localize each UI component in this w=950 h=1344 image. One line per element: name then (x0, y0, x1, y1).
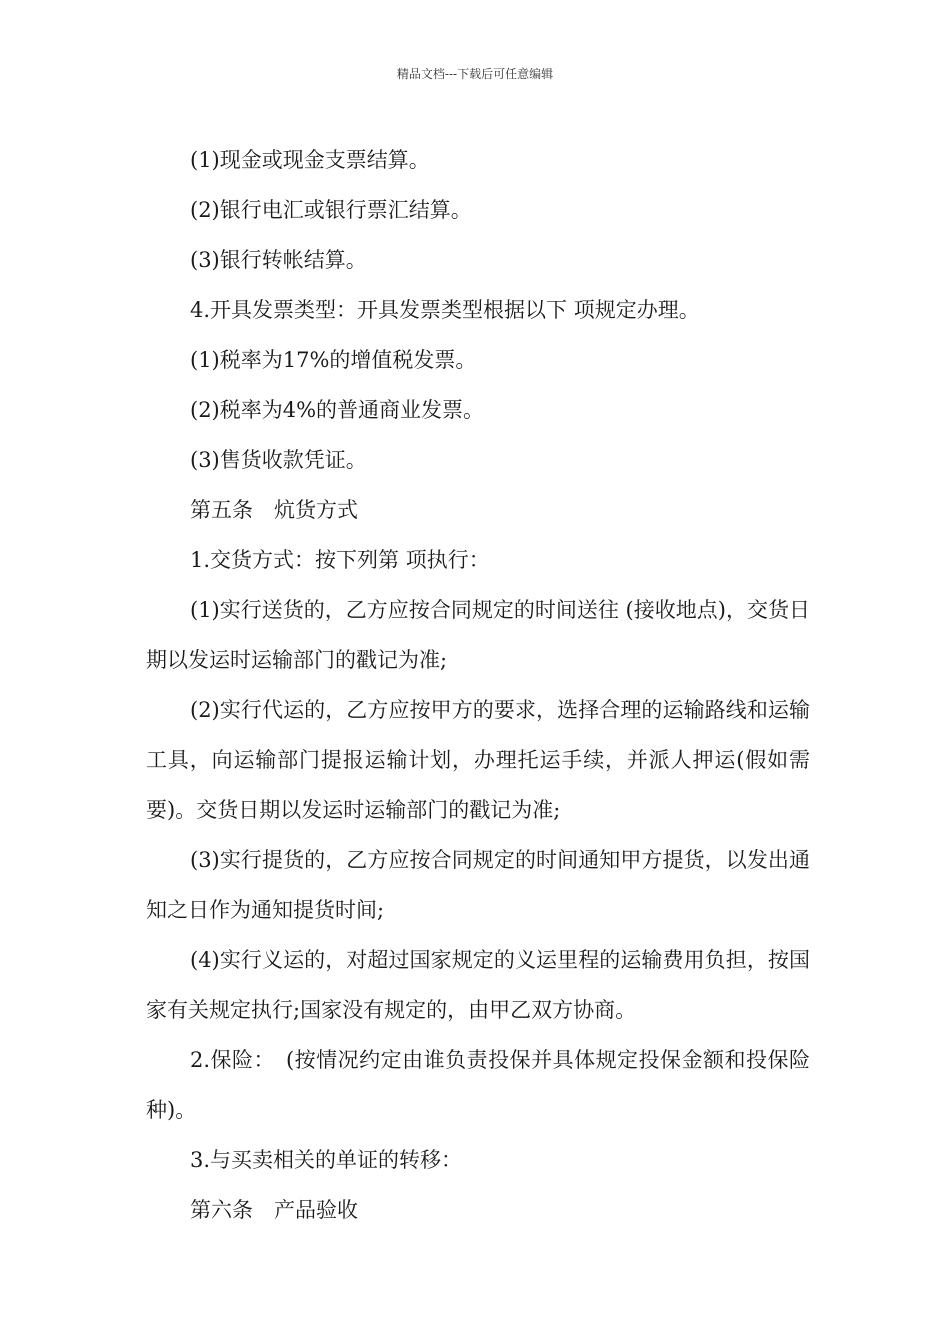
document-body (146, 135, 810, 1235)
paragraph-documents-transfer: 3.与买卖相关的单证的转移： (190, 1148, 463, 1172)
paragraph-payment-cash: (1)现金或现金支票结算。 (190, 148, 430, 172)
paragraph-insurance: 2.保险： (按情况约定由谁负责投保并具体规定投保金额和投保险种)。 (146, 1048, 810, 1122)
paragraph-invoice-type: 4.开具发票类型：开具发票类型根据以下 项规定办理。 (190, 298, 700, 322)
paragraph-delivery-method: 1.交货方式：按下列第 项执行： (190, 548, 490, 572)
page-header: 精品文档---下载后可任意编辑 (396, 67, 554, 81)
section-heading-article-6: 第六条 产品验收 (190, 1198, 358, 1222)
paragraph-payment-transfer: (3)银行转帐结算。 (190, 248, 367, 272)
paragraph-payment-wire: (2)银行电汇或银行票汇结算。 (190, 198, 472, 222)
paragraph-invoice-commercial: (2)税率为4%的普通商业发票。 (190, 398, 485, 422)
paragraph-delivery-pickup: (3)实行提货的，乙方应按合同规定的时间通知甲方提货，以发出通知之日作为通知提货时间; (146, 848, 810, 922)
paragraph-invoice-receipt: (3)售货收款凭证。 (190, 448, 367, 472)
paragraph-delivery-agent: (2)实行代运的，乙方应按甲方的要求，选择合理的运输路线和运输工具，向运输部门提报运输计划，办理托运手续，并派人押运(假如需要)。交货日期以发运时运输部门的戳记为准; (146, 698, 810, 822)
paragraph-delivery-free: (4)实行义运的，对超过国家规定的义运里程的运输费用负担，按国家有关规定执行;国家没有规定的，由甲乙双方协商。 (146, 948, 810, 1022)
paragraph-delivery-send: (1)实行送货的，乙方应按合同规定的时间送往 (接收地点)，交货日期以发运时运输部门的戳记为准; (146, 598, 810, 672)
paragraph-invoice-vat: (1)税率为17%的增值税发票。 (190, 348, 477, 372)
section-heading-article-5: 第五条 炕货方式 (190, 498, 358, 522)
